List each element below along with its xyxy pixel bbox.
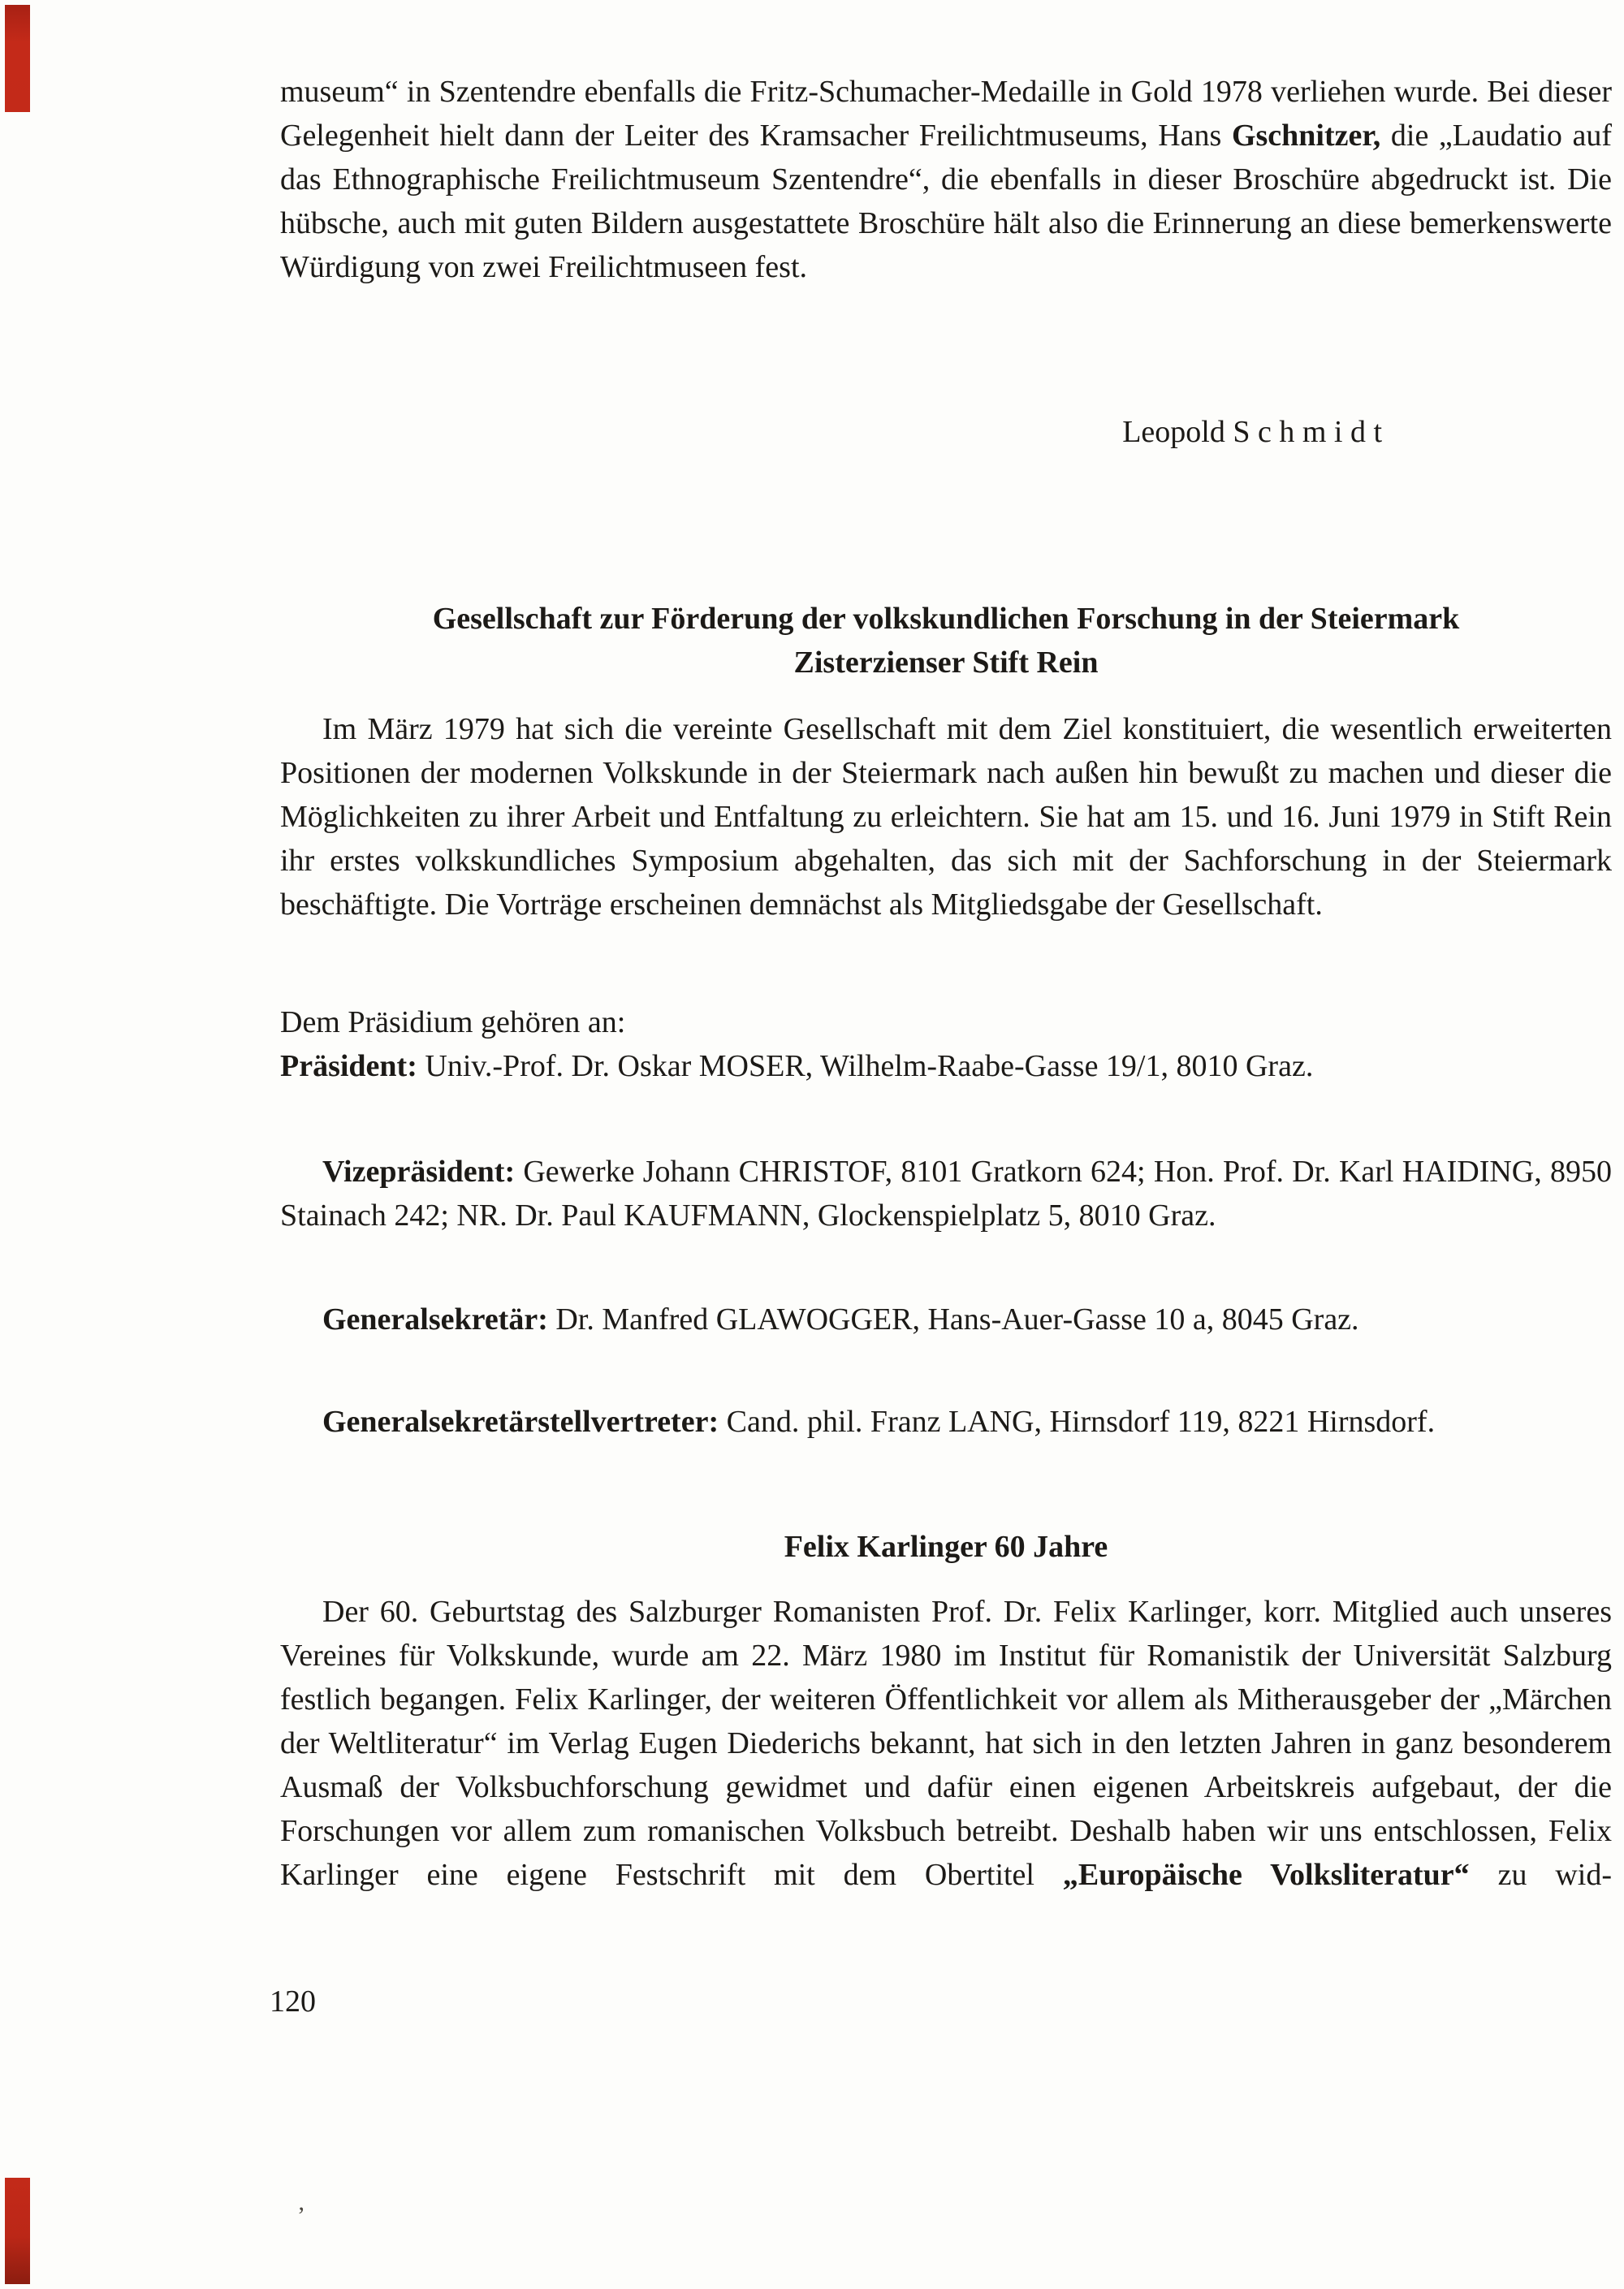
paragraph-text: die „Laudatio auf das Ethnographische Freilichtmuseum Szentendre“, die ebenfalls in dieser Broschüre abgedruckt ist. Die hübsche, auch mit guten Bildern ausgestattete Broschüre hält also die Erinnerung an diese bemerkenswerte Würdigung von zwei Freilichtmuseen fest. [280, 119, 1613, 284]
presidium-entry-secretary-general [280, 1298, 1612, 1341]
paragraph-karlinger [280, 1590, 1612, 1897]
presidium-entry-vice-president [280, 1150, 1612, 1237]
author-signature [280, 410, 1612, 454]
page-number: 120 [270, 1985, 316, 2019]
scan-artifact-red-bar-bottom [5, 2178, 30, 2284]
paragraph-museum-continuation [280, 70, 1612, 289]
paragraph-society [280, 707, 1612, 926]
person-name-gschnitzer: Gschnitzer, [1231, 119, 1381, 153]
role-label-deputy-secretary: Generalsekretärstellvertreter: [322, 1405, 719, 1439]
role-label-president: Präsident: [280, 1049, 417, 1083]
role-details: Gewerke Johann CHRISTOF, 8101 Gratkorn 624; Hon. Prof. Dr. Karl HAIDING, 8950 Stainach 242; NR. Dr. Paul KAUFMANN, Glockenspielplatz 5, 8010 Graz. [280, 1155, 1612, 1233]
role-details: Dr. Manfred GLAWOGGER, Hans-Auer-Gasse 10 a, 8045 Graz. [547, 1302, 1359, 1337]
section-heading-line-2: Zisterzienser Stift Rein [793, 646, 1099, 680]
paragraph-text: museum“ in Szentendre ebenfalls die Fritz-Schumacher-Medaille in Gold 1978 verliehen wurde. Bei dieser Gelegenheit hielt dann der Leiter des Kramsacher Freilichtmuseums, Hans [280, 75, 1612, 153]
section-heading-line-1: Gesellschaft zur Förderung der volkskundlichen Forschung in der Steiermark [432, 602, 1460, 636]
paragraph-text: Im März 1979 hat sich die vereinte Gesellschaft mit dem Ziel konstituiert, die wesentlich erweiterten Positionen der modernen Volkskunde in der Steiermark nach außen hin bewußt zu machen und dieser die Möglichkeiten zu ihrer Arbeit und Entfaltung zu erleichtern. Sie hat am 15. und 16. Juni 1979 in Stift Rein ihr erstes volkskundliches Symposium abgehalten, das sich mit der Sachforschung in der Steiermark beschäftigte. Die Vorträge erscheinen demnächst als Mitgliedsgabe der Gesellschaft. [280, 712, 1612, 922]
role-label-secretary-general: Generalsekretär: [322, 1302, 548, 1337]
presidium-entry-president [280, 1044, 1612, 1088]
paragraph-text: Der 60. Geburtstag des Salzburger Romanisten Prof. Dr. Felix Karlinger, korr. Mitglied auch unseres Vereines für Volkskunde, wurde am 22. März 1980 im Institut für Romanistik der Universität Salzburg festlich begangen. Felix Karlinger, der weiteren Öffentlichkeit vor allem als Mitherausgeber der „Märchen der Weltliteratur“ im Verlag Eugen Diederichs bekannt, hat sich in den letzten Jahren in ganz besonderem Ausmaß der Volksbuchforschung gewidmet und dafür einen eigenen Arbeitskreis aufgebaut, der die Forschungen vor allem zum romanischen Volksbuch betreibt. Deshalb haben wir uns entschlossen, Felix Karlinger eine eigene Festschrift mit dem Obertitel [280, 1595, 1612, 1892]
society-section-heading [280, 597, 1612, 685]
scan-speck: ’ [297, 2202, 305, 2229]
scan-artifact-red-bar-top [5, 5, 30, 112]
signature-text: Leopold S c h m i d t [1122, 415, 1382, 449]
presidium-intro-line [280, 1000, 1612, 1044]
festschrift-title-bold: „Europäische Volksliteratur“ [1062, 1858, 1470, 1892]
paragraph-text: zu wid- [1469, 1858, 1612, 1892]
section-heading-text: Felix Karlinger 60 Jahre [784, 1530, 1108, 1564]
role-details: Univ.-Prof. Dr. Oskar MOSER, Wilhelm-Raabe-Gasse 19/1, 8010 Graz. [417, 1049, 1314, 1083]
role-details: Cand. phil. Franz LANG, Hirnsdorf 119, 8221 Hirnsdorf. [719, 1405, 1436, 1439]
presidium-entry-deputy-secretary [280, 1400, 1612, 1444]
role-label-vice-president: Vizepräsident: [322, 1155, 516, 1189]
presidium-intro-text: Dem Präsidium gehören an: [280, 1005, 626, 1039]
karlinger-section-heading [280, 1525, 1612, 1569]
